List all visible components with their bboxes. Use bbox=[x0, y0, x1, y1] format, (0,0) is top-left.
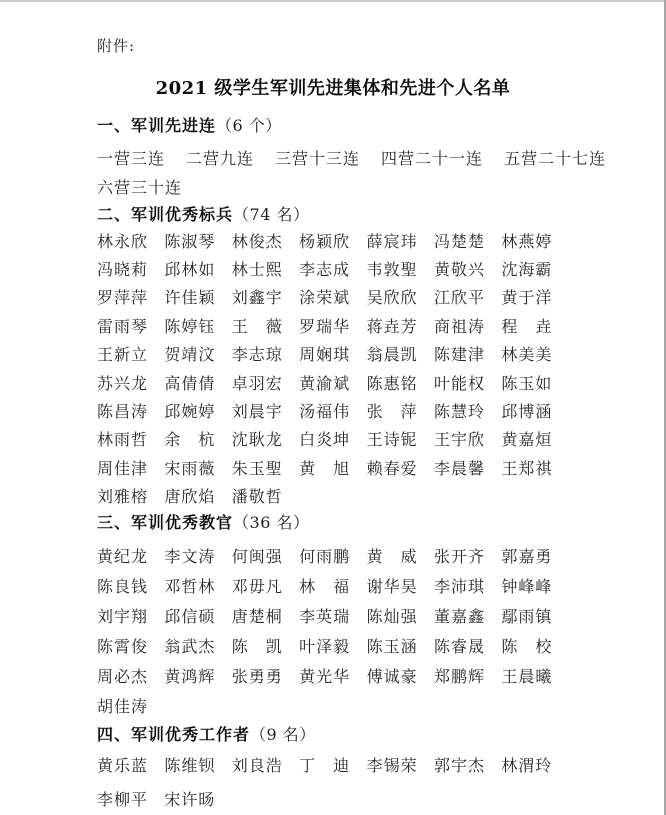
name-item: 林永欣 bbox=[97, 231, 149, 251]
name-item: 涂荣斌 bbox=[299, 288, 351, 308]
name-item: 林俊杰 bbox=[231, 231, 283, 251]
name-item: 罗萍萍 bbox=[97, 288, 149, 308]
name-row bbox=[97, 482, 569, 510]
name-item: 林渭玲 bbox=[501, 756, 553, 776]
section-heading-label: 三、军训优秀教官 bbox=[97, 512, 234, 532]
section-heading-count: （36 名） bbox=[233, 512, 310, 532]
name-item: 汤福伟 bbox=[299, 402, 351, 422]
name-row bbox=[97, 226, 569, 254]
name-item: 许佳颖 bbox=[164, 288, 216, 308]
name-item: 黄渝斌 bbox=[299, 373, 351, 393]
name-item: 陈睿晟 bbox=[433, 637, 485, 657]
name-item: 唐楚桐 bbox=[231, 607, 283, 627]
name-item: 潘敬哲 bbox=[231, 487, 283, 507]
section-heading bbox=[97, 204, 569, 226]
name-item: 朱玉聖 bbox=[231, 458, 283, 478]
name-item: 刘雅榕 bbox=[97, 487, 149, 507]
name-item: 冯晓莉 bbox=[97, 260, 149, 280]
name-item: 林美美 bbox=[501, 345, 553, 365]
name-item: 郭嘉勇 bbox=[501, 547, 553, 567]
name-row bbox=[97, 311, 569, 339]
name-item: 黄乐蓝 bbox=[97, 756, 149, 776]
name-item: 黄鸿辉 bbox=[164, 667, 216, 687]
name-item: 陈玉涵 bbox=[366, 637, 418, 657]
name-row bbox=[97, 425, 569, 453]
name-item: 雷雨琴 bbox=[97, 316, 149, 336]
section-heading-label: 一、军训先进连 bbox=[97, 116, 217, 135]
name-item: 蒋垚芳 bbox=[366, 316, 418, 336]
name-item: 冯楚楚 bbox=[433, 231, 485, 251]
name-item: 李文涛 bbox=[164, 547, 216, 567]
name-item: 杨颖欣 bbox=[299, 231, 351, 251]
name-item: 钟峰峰 bbox=[501, 577, 553, 597]
name-item: 林士熙 bbox=[231, 260, 283, 280]
name-item: 王宇欣 bbox=[433, 430, 485, 450]
name-item: 陈霄俊 bbox=[97, 637, 149, 657]
name-rows bbox=[97, 541, 569, 721]
unit-item: 一营三连 bbox=[97, 149, 166, 168]
name-item: 余 杭 bbox=[164, 430, 216, 450]
name-item: 郭宇杰 bbox=[433, 756, 485, 776]
attachment-label: 附件: bbox=[97, 37, 136, 55]
unit-item: 六营三十连 bbox=[97, 178, 183, 197]
name-item: 王新立 bbox=[97, 345, 149, 365]
name-item: 李英瑞 bbox=[299, 607, 351, 627]
name-item: 李沛琪 bbox=[433, 577, 485, 597]
name-item: 王 薇 bbox=[231, 316, 283, 336]
name-item: 陈淑琴 bbox=[164, 231, 216, 251]
document-content bbox=[97, 36, 607, 815]
name-rows bbox=[97, 748, 569, 815]
name-item: 叶泽毅 bbox=[299, 637, 351, 657]
name-item: 陈建津 bbox=[433, 345, 485, 365]
section-outstanding-instructors bbox=[97, 512, 569, 721]
name-row bbox=[97, 254, 569, 282]
unit-row bbox=[97, 172, 569, 201]
name-item: 翁武杰 bbox=[164, 637, 216, 657]
name-row bbox=[97, 571, 569, 601]
name-item: 邱信硕 bbox=[164, 607, 216, 627]
name-item: 丁 迪 bbox=[299, 756, 351, 776]
name-item: 陈玉如 bbox=[501, 373, 553, 393]
name-item: 李柳平 bbox=[97, 790, 149, 810]
name-item: 邓哲林 bbox=[164, 577, 216, 597]
unit-item: 二营九连 bbox=[186, 149, 255, 168]
name-item: 林燕婷 bbox=[501, 231, 553, 251]
name-item: 何雨鹏 bbox=[299, 547, 351, 567]
name-item: 胡佳涛 bbox=[97, 697, 149, 717]
name-item: 商祖涛 bbox=[433, 316, 485, 336]
name-item: 宋雨薇 bbox=[164, 458, 216, 478]
name-item: 沈海霸 bbox=[501, 260, 553, 280]
name-row bbox=[97, 340, 569, 368]
name-item: 黄光华 bbox=[299, 667, 351, 687]
section-heading-count: （6 个） bbox=[216, 116, 282, 135]
section-outstanding-workers bbox=[97, 724, 569, 815]
name-item: 谢华昊 bbox=[366, 577, 418, 597]
name-item: 薛宸玮 bbox=[366, 231, 418, 251]
name-item: 邱林如 bbox=[164, 260, 216, 280]
name-rows bbox=[97, 226, 569, 510]
name-item: 张 萍 bbox=[366, 402, 418, 422]
section-heading bbox=[97, 115, 569, 137]
name-item: 陈惠铭 bbox=[366, 373, 418, 393]
name-item: 周娴琪 bbox=[299, 345, 351, 365]
name-row bbox=[97, 453, 569, 481]
section-heading bbox=[97, 724, 569, 746]
name-item: 叶能权 bbox=[433, 373, 485, 393]
name-item: 林 福 bbox=[299, 577, 351, 597]
name-item: 周必杰 bbox=[97, 667, 149, 687]
name-item: 李锡荣 bbox=[366, 756, 418, 776]
name-row bbox=[97, 601, 569, 631]
name-item: 罗瑞华 bbox=[299, 316, 351, 336]
name-item: 刘晨宇 bbox=[231, 402, 283, 422]
name-item: 陈昌涛 bbox=[97, 402, 149, 422]
name-item: 吴欣欣 bbox=[366, 288, 418, 308]
name-item: 黄 旭 bbox=[299, 458, 351, 478]
name-row bbox=[97, 283, 569, 311]
name-item: 周佳津 bbox=[97, 458, 149, 478]
unit-item: 四营二十一连 bbox=[381, 149, 484, 168]
name-row bbox=[97, 396, 569, 424]
name-item: 江欣平 bbox=[433, 288, 485, 308]
name-item: 黄 威 bbox=[366, 547, 418, 567]
name-item: 陈 凯 bbox=[231, 637, 283, 657]
name-item: 刘宇翔 bbox=[97, 607, 149, 627]
name-item: 韦敦聖 bbox=[366, 260, 418, 280]
name-item: 沈耿龙 bbox=[231, 430, 283, 450]
name-item: 李志琼 bbox=[231, 345, 283, 365]
name-item: 李晨馨 bbox=[433, 458, 485, 478]
name-item: 陈良钱 bbox=[97, 577, 149, 597]
name-item: 黄敬兴 bbox=[433, 260, 485, 280]
name-item: 邓毋凡 bbox=[231, 577, 283, 597]
name-item: 陈慧玲 bbox=[433, 402, 485, 422]
name-item: 邱婉婷 bbox=[164, 402, 216, 422]
page-top-border bbox=[0, 0, 666, 2]
section-heading-count: （74 名） bbox=[233, 205, 310, 224]
name-item: 黄于洋 bbox=[501, 288, 553, 308]
name-item: 刘良浩 bbox=[231, 756, 283, 776]
section-advanced-companies bbox=[97, 115, 607, 201]
section-heading-label: 二、军训优秀标兵 bbox=[97, 205, 234, 224]
section-outstanding-pacesetters bbox=[97, 204, 569, 510]
name-item: 董嘉鑫 bbox=[433, 607, 485, 627]
name-item: 何闽强 bbox=[231, 547, 283, 567]
name-row bbox=[97, 541, 569, 571]
name-item: 张开齐 bbox=[433, 547, 485, 567]
name-item: 程 垚 bbox=[501, 316, 553, 336]
unit-item: 五营二十七连 bbox=[504, 149, 607, 168]
name-row bbox=[97, 661, 569, 691]
name-row bbox=[97, 782, 569, 815]
name-item: 傅诚豪 bbox=[366, 667, 418, 687]
name-item: 贺靖汶 bbox=[164, 345, 216, 365]
name-item: 高倩倩 bbox=[164, 373, 216, 393]
name-item: 白炎坤 bbox=[299, 430, 351, 450]
name-item: 陈 校 bbox=[501, 637, 553, 657]
name-item: 鄢雨镇 bbox=[501, 607, 553, 627]
name-item: 邱博涵 bbox=[501, 402, 553, 422]
unit-item: 三营十三连 bbox=[275, 149, 361, 168]
name-item: 王郑祺 bbox=[501, 458, 553, 478]
name-item: 黄嘉烜 bbox=[501, 430, 553, 450]
name-item: 郑鹏辉 bbox=[433, 667, 485, 687]
name-item: 陈维钡 bbox=[164, 756, 216, 776]
name-item: 黄纪龙 bbox=[97, 547, 149, 567]
name-item: 王晨曦 bbox=[501, 667, 553, 687]
name-item: 王诗铌 bbox=[366, 430, 418, 450]
name-item: 赖春爱 bbox=[366, 458, 418, 478]
name-item: 翁晨凯 bbox=[366, 345, 418, 365]
name-row bbox=[97, 368, 569, 396]
section-heading bbox=[97, 512, 569, 534]
name-item: 卓羽宏 bbox=[231, 373, 283, 393]
name-item: 陈灿强 bbox=[366, 607, 418, 627]
name-row bbox=[97, 691, 569, 721]
name-item: 唐欣焰 bbox=[164, 487, 216, 507]
name-item: 苏兴龙 bbox=[97, 373, 149, 393]
section-heading-label: 四、军训优秀工作者 bbox=[97, 724, 251, 744]
name-item: 刘鑫宇 bbox=[231, 288, 283, 308]
document-title: 2021 级学生军训先进集体和先进个人名单 bbox=[155, 78, 511, 99]
name-item: 宋许旸 bbox=[164, 790, 216, 810]
name-item: 李志成 bbox=[299, 260, 351, 280]
name-row bbox=[97, 631, 569, 661]
unit-rows bbox=[97, 143, 607, 201]
name-row bbox=[97, 748, 569, 782]
name-item: 陈婷钰 bbox=[164, 316, 216, 336]
unit-row bbox=[97, 143, 607, 172]
name-item: 张勇勇 bbox=[231, 667, 283, 687]
section-heading-count: （9 名） bbox=[250, 724, 316, 744]
name-item: 林雨哲 bbox=[97, 430, 149, 450]
